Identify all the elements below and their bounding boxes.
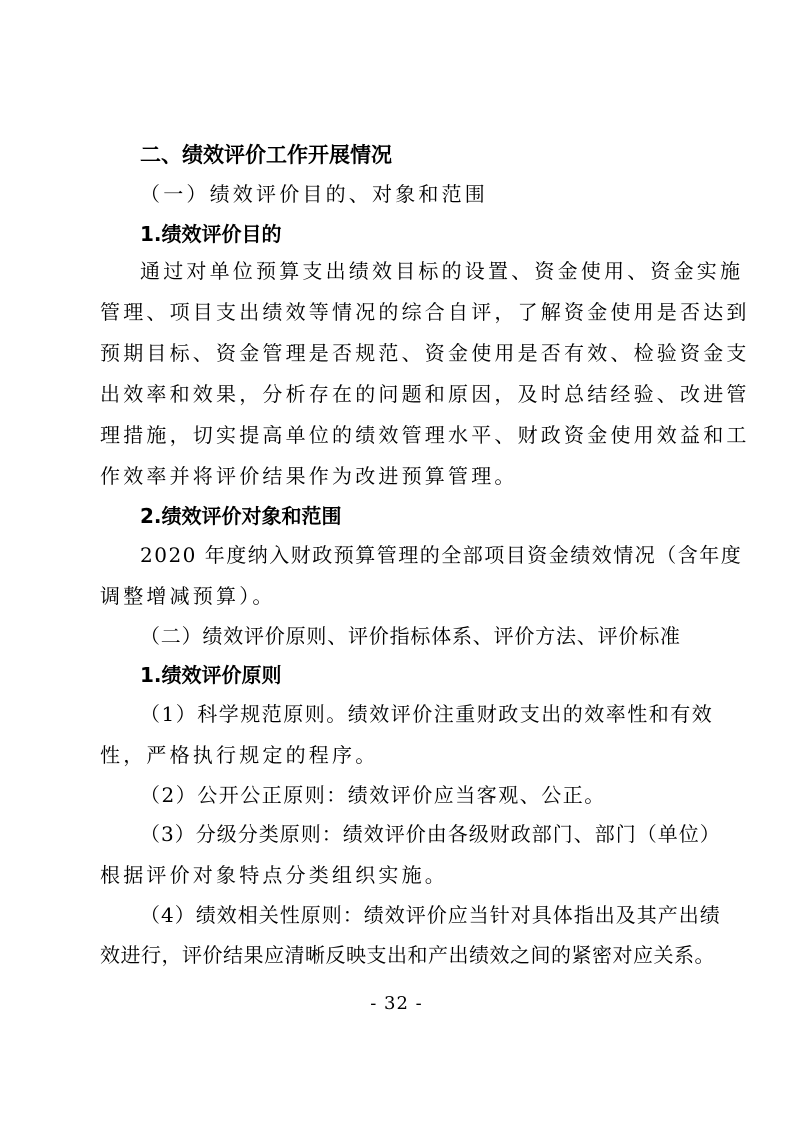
subsection-title-1: （一）绩效评价目的、对象和范围 xyxy=(140,182,488,206)
subsection-title-2: （二）绩效评价原则、评价指标体系、评价方法、评价标准 xyxy=(140,624,681,648)
page-number: - 32 - xyxy=(370,993,423,1014)
paragraph-line: 2020 年度纳入财政预算管理的全部项目资金绩效情况（含年度 xyxy=(140,543,743,567)
paragraph-line: 管理、项目支出绩效等情况的综合自评，了解资金使用是否达到 xyxy=(100,300,750,324)
heading-evaluation-principles: 1.绩效评价原则 xyxy=(140,663,282,687)
paragraph-line: 理措施，切实提高单位的绩效管理水平、财政资金使用效益和工 xyxy=(100,423,750,447)
principle-line: （1）科学规范原则。绩效评价注重财政支出的效率性和有效 xyxy=(140,702,714,726)
principle-line: 根据评价对象特点分类组织实施。 xyxy=(100,863,448,887)
paragraph-line: 调整增减预算）。 xyxy=(100,584,276,608)
paragraph-line: 通过对单位预算支出绩效目标的设置、资金使用、资金实施 xyxy=(140,259,744,283)
principle-line: 性，严格执行规定的程序。 xyxy=(100,743,379,767)
heading-evaluation-scope: 2.绩效评价对象和范围 xyxy=(140,504,342,528)
paragraph-line: 出效率和效果，分析存在的问题和原因，及时总结经验、改进管 xyxy=(100,382,750,406)
paragraph-line: 预期目标、资金管理是否规范、资金使用是否有效、检验资金支 xyxy=(100,341,750,365)
principle-line: （2）公开公正原则：绩效评价应当客观、公正。 xyxy=(140,783,606,807)
heading-evaluation-purpose: 1.绩效评价目的 xyxy=(140,222,282,246)
principle-line: （3）分级分类原则：绩效评价由各级财政部门、部门（单位） xyxy=(140,822,721,846)
paragraph-line: 作效率并将评价结果作为改进预算管理。 xyxy=(100,464,518,488)
section-title: 二、绩效评价工作开展情况 xyxy=(140,143,392,167)
principle-line: 效进行，评价结果应清晰反映支出和产出绩效之间的紧密对应关系。 xyxy=(100,943,715,967)
principle-line: （4）绩效相关性原则：绩效评价应当针对具体指出及其产出绩 xyxy=(140,903,721,927)
